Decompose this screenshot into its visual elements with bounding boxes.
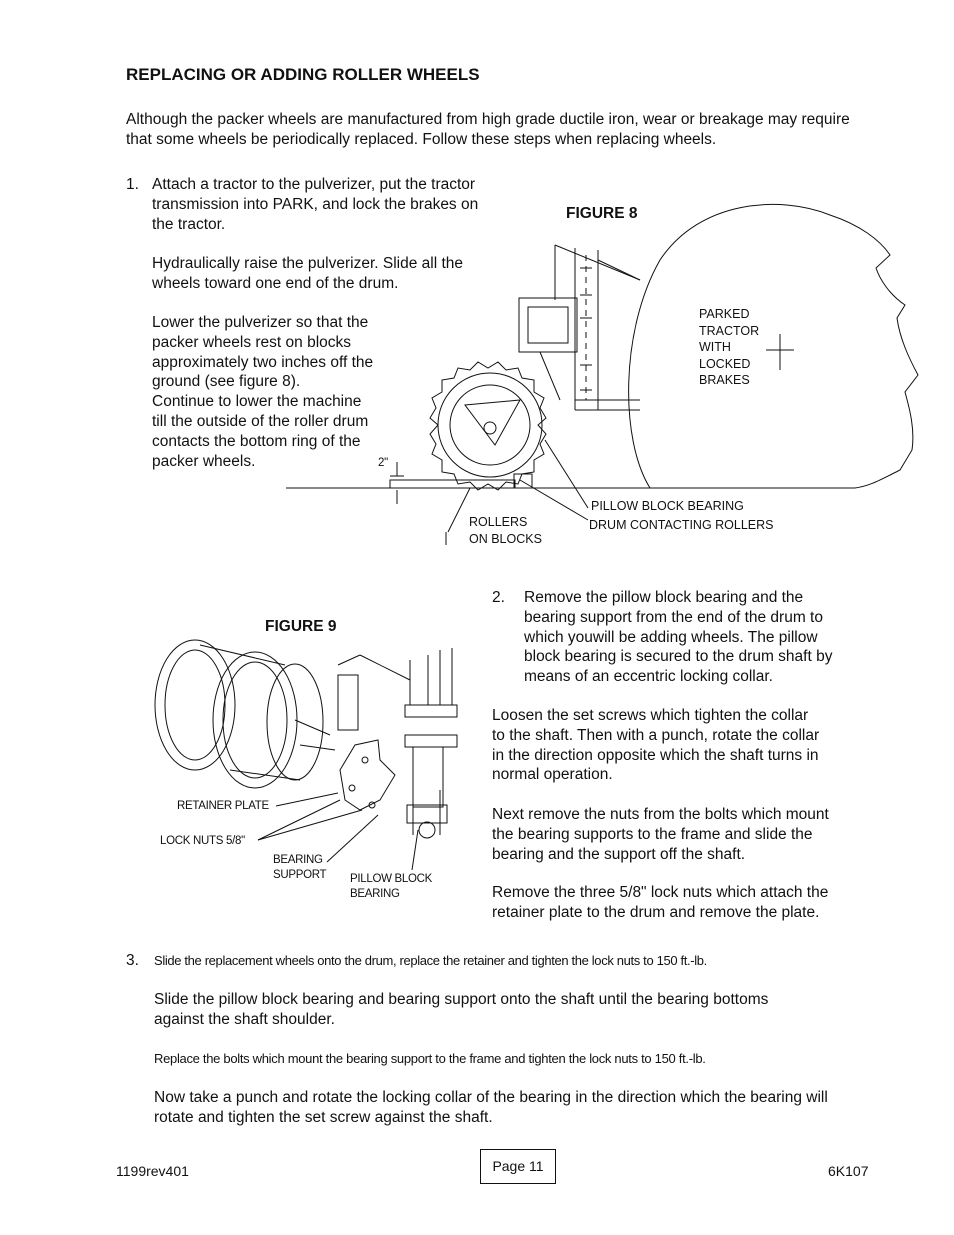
page-number-box: Page 11 <box>480 1149 556 1184</box>
lock-nuts-label: LOCK NUTS 5/8" <box>160 835 245 847</box>
figure8-title: FIGURE 8 <box>566 205 638 222</box>
retainer-plate-label: RETAINER PLATE <box>177 800 269 812</box>
drum-rollers-label: DRUM CONTACTING ROLLERS <box>589 518 774 532</box>
step1-para2: Hydraulically raise the pulverizer. Slide all the wheels toward one end of the drum. <box>152 255 464 292</box>
page-title: REPLACING OR ADDING ROLLER WHEELS <box>126 65 480 84</box>
step3-para1: Slide the replacement wheels onto the drum, replace the retainer and tighten the lock nuts to 150 ft.-lb. <box>154 953 707 968</box>
intro-paragraph: Although the packer wheels are manufactured from high grade ductile iron, wear or breakage may require that some wheels be periodically replaced. Follow these steps when replacing wheels. <box>126 111 850 148</box>
step2-number: 2. <box>492 589 505 606</box>
step2-para4: Remove the three 5/8" lock nuts which attach the retainer plate to the drum and remove the plate. <box>492 884 829 921</box>
step3-para4: Now take a punch and rotate the locking collar of the bearing in the direction which the bearing will rotate and tighten the set screw against the shaft. <box>154 1089 828 1126</box>
step1-para3: Lower the pulverizer so that the packer wheels rest on blocks approximately two inches off the ground (see figure 8). Continue to lower the machine till the outside of the roller drum contacts the bottom ring of the packer wheels. <box>152 314 374 470</box>
rollers-on-blocks-label: ROLLERS ON BLOCKS <box>469 515 542 546</box>
pillow-block-bearing-label: PILLOW BLOCK BEARING <box>350 873 433 900</box>
step2-para2: Loosen the set screws which tighten the collar to the shaft. Then with a punch, rotate the collar in the direction opposite which the shaft turns in normal operation. <box>492 707 820 784</box>
step2-para1: Remove the pillow block bearing and the bearing support from the end of the drum to which youwill be adding wheels. The pillow block bearing is secured to the drum shaft by means of an eccentric locking collar. <box>524 589 833 686</box>
pillow-block-label: PILLOW BLOCK BEARING <box>591 499 744 513</box>
step1-para1: Attach a tractor to the pulverizer, put the tractor transmission into PARK, and lock the brakes on the tractor. <box>152 176 479 233</box>
step1-number: 1. <box>126 176 139 193</box>
footer-doc-id: 1199rev401 <box>116 1163 189 1179</box>
tractor-label: PARKED TRACTOR WITH LOCKED BRAKES <box>699 307 760 387</box>
step2-para3: Next remove the nuts from the bolts which mount the bearing supports to the frame and slide the bearing and the support off the shaft. <box>492 806 829 863</box>
step3-number: 3. <box>126 952 139 969</box>
figure9-title: FIGURE 9 <box>265 618 337 635</box>
gap-label: 2" <box>378 457 388 469</box>
step3-para3: Replace the bolts which mount the bearing support to the frame and tighten the lock nuts to 150 ft.-lb. <box>154 1051 706 1066</box>
bearing-support-label: BEARING SUPPORT <box>273 854 327 881</box>
footer-model: 6K107 <box>828 1163 869 1179</box>
step3-para2: Slide the pillow block bearing and bearing support onto the shaft until the bearing bottoms against the shaft shoulder. <box>154 991 769 1028</box>
